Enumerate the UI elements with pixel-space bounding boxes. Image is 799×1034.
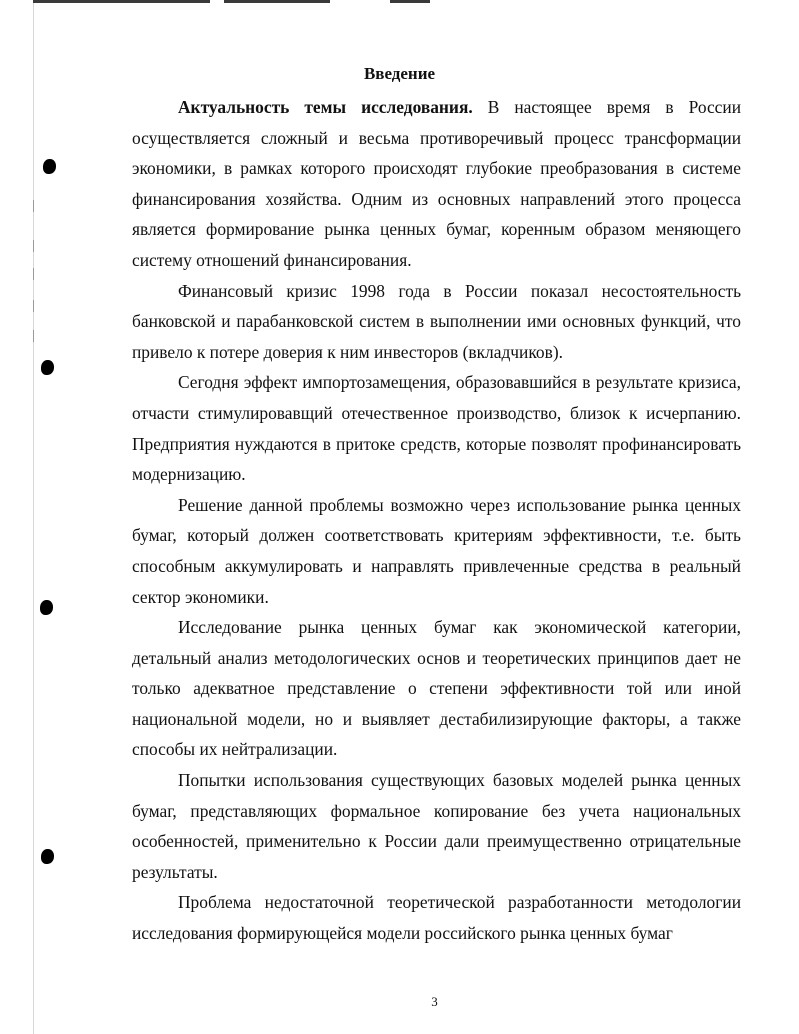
page-number: 3 bbox=[431, 994, 438, 1009]
paragraph bbox=[132, 92, 741, 276]
scan-margin-mark bbox=[33, 330, 34, 342]
paragraph: Решение данной проблемы возможно через использование рынка ценных бумаг, который должен соответствовать критериям эффективности, т.е. быть способным аккумулировать и направлять привлеченные средства в реальный сектор экономики. bbox=[132, 494, 741, 607]
page-title: Введение bbox=[363, 64, 436, 83]
scan-margin-mark bbox=[33, 200, 34, 212]
binder-hole-icon bbox=[40, 600, 53, 615]
paragraph-text: В настоящее время в России осуществляется сложный и весьма противоречивый процесс трансформации экономики, в рамках которого происходят глубокие преобразования в системе финансирования хозяйства. Одним из основных направлений этого процесса является формирование рынка ценных бумаг, коренным образом меняющего систему отношений финансирования. bbox=[132, 97, 742, 270]
binder-hole-icon bbox=[41, 849, 54, 864]
scan-left-edge bbox=[33, 0, 34, 1034]
scan-margin-mark bbox=[33, 300, 34, 312]
scan-margin-mark bbox=[33, 268, 34, 280]
scan-top-edge-gap bbox=[330, 0, 390, 3]
paragraph: Проблема недостаточной теоретической разработанности методологии исследования формирующейся модели российского рынка ценных бумаг bbox=[132, 892, 741, 944]
paragraph: Попытки использования существующих базовых моделей рынка ценных бумаг, представляющих формальное копирование без учета национальных особенностей, применительно к России дали преимущественно отрицательные результаты. bbox=[132, 770, 741, 882]
scan-margin-mark bbox=[33, 240, 34, 252]
binder-hole-icon bbox=[41, 360, 54, 375]
scan-top-edge-gap bbox=[210, 0, 224, 3]
binder-hole-icon bbox=[43, 159, 56, 174]
document-body bbox=[132, 92, 741, 949]
paragraph: Финансовый кризис 1998 года в России показал несостоятельность банковской и парабанковской систем в выполнении ими основных функций, что привело к потере доверия к ним инвесторов (вкладчиков). bbox=[132, 280, 741, 362]
paragraph: Сегодня эффект импортозамещения, образовавшийся в результате кризиса, отчасти стимулировавщий отечественное производство, близок к исчерпанию. Предприятия нуждаются в притоке средств, которые позволят профинансировать модернизацию. bbox=[132, 372, 741, 485]
paragraph-lead: Актуальность темы исследования. bbox=[178, 97, 473, 117]
paragraph: Исследование рынка ценных бумаг как экономической категории, детальный анализ методологических основ и теоретических принципов дает не только адекватное представление о степени эффективности той или иной национальной модели, но и выявляет дестабилизирующие факторы, а также способы их нейтрализации. bbox=[132, 617, 741, 760]
scan-top-edge-gap bbox=[430, 0, 799, 3]
